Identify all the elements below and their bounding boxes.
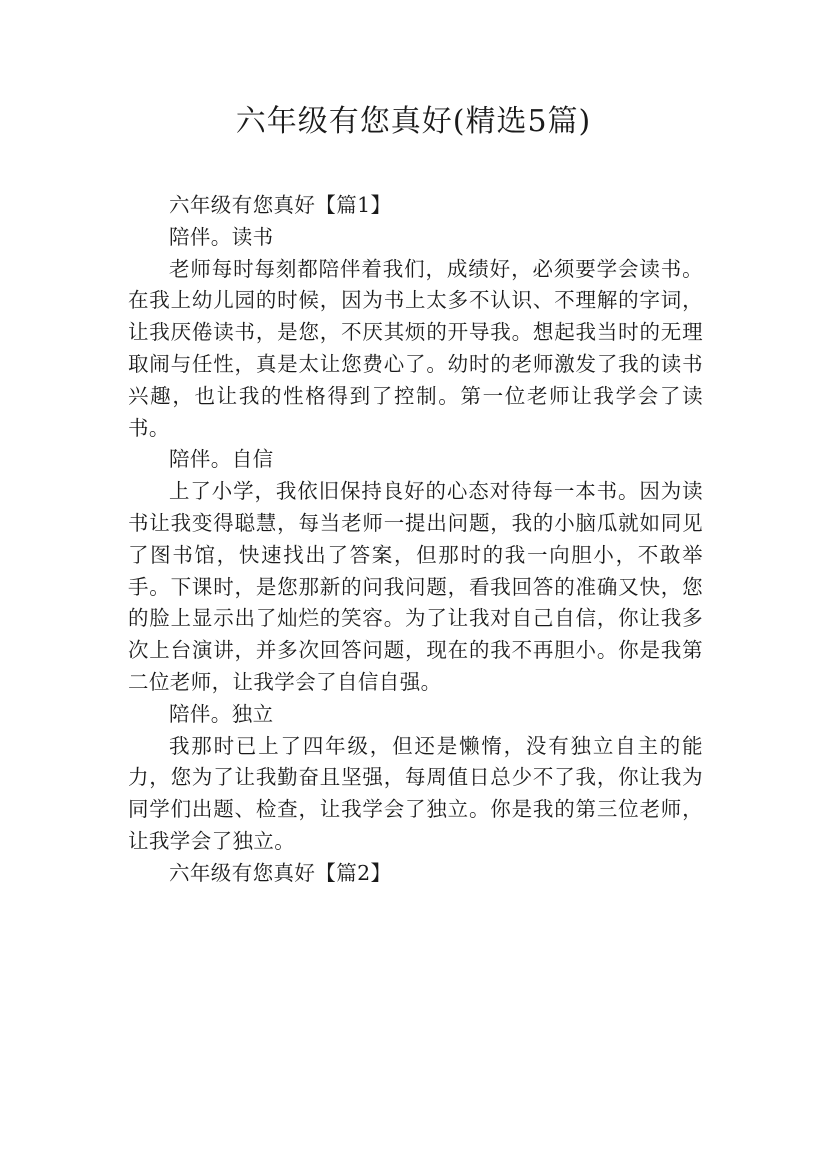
paragraph-reading: 老师每时每刻都陪伴着我们，成绩好，必须要学会读书。在我上幼儿园的时候，因为书上太多不认识、不理解的字词，让我厌倦读书，是您，不厌其烦的开导我。想起我当时的无理取闹与任性，真是太让您费心了。幼时的老师激发了我的读书兴趣，也让我的性格得到了控制。第一位老师让我学会了读书。 [128, 256, 703, 440]
paragraph-independence: 我那时已上了四年级，但还是懒惰，没有独立自主的能力，您为了让我勤奋且坚强，每周值日总少不了我，你让我为同学们出题、检查，让我学会了独立。你是我的第三位老师，让我学会了独立。 [128, 733, 703, 853]
subheading-independence: 陪伴。独立 [169, 701, 274, 726]
subheading-reading: 陪伴。读书 [169, 224, 274, 249]
subheading-confidence: 陪伴。自信 [169, 447, 274, 472]
document-title: 六年级有您真好(精选5篇) [235, 104, 592, 139]
paragraph-confidence: 上了小学，我依旧保持良好的心态对待每一本书。因为读书让我变得聪慧，每当老师一提出问题，我的小脑瓜就如同见了图书馆，快速找出了答案，但那时的我一向胆小，不敢举手。下课时，是您那新的问我问题，看我回答的准确又快，您的脸上显示出了灿烂的笑容。为了让我对自己自信，你让我多次上台演讲，并多次回答问题，现在的我不再胆小。你是我第二位老师，让我学会了自信自强。 [128, 479, 703, 694]
section-heading-2: 六年级有您真好【篇2】 [169, 860, 392, 885]
section-heading-1: 六年级有您真好【篇1】 [169, 193, 392, 217]
document-body [128, 190, 703, 890]
